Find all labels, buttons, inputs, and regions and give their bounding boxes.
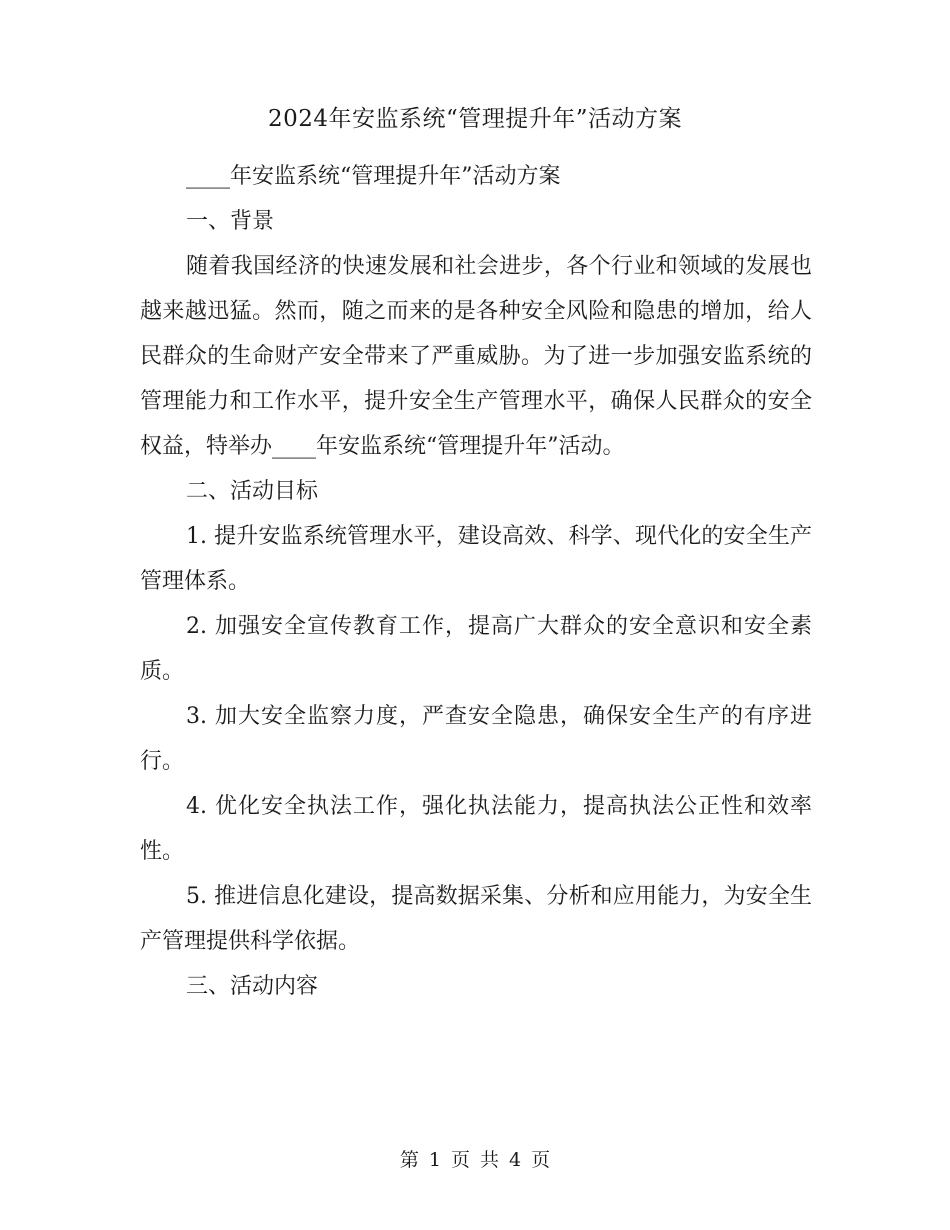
goal-item-2: 2. 加强安全宣传教育工作，提高广大群众的安全意识和安全素质。 bbox=[140, 614, 812, 684]
goal-item-5: 5. 推进信息化建设，提高数据采集、分析和应用能力，为安全生产管理提供科学依据。 bbox=[140, 884, 812, 954]
section-heading-background: 一、背景 bbox=[186, 209, 275, 234]
section-heading-content: 三、活动内容 bbox=[186, 974, 319, 999]
document-body bbox=[140, 154, 812, 1009]
document-title: 2024年安监系统“管理提升年”活动方案 bbox=[267, 106, 683, 132]
goal-item-1: 1. 提升安监系统管理水平，建设高效、科学、现代化的安全生产管理体系。 bbox=[140, 524, 812, 594]
section-heading-goals: 二、活动目标 bbox=[186, 479, 319, 504]
subtitle-line: ____年安监系统“管理提升年”活动方案 bbox=[186, 164, 561, 189]
page-footer: 第 1 页 共 4 页 bbox=[399, 1149, 551, 1171]
paragraph-background: 随着我国经济的快速发展和社会进步，各个行业和领域的发展也越来越迅猛。然而，随之而来的是各种安全风险和隐患的增加，给人民群众的生命财产安全带来了严重威胁。为了进一步加强安监系统的管理能力和工作水平，提升安全生产管理水平，确保人民群众的安全权益，特举办____年安监系统“管理提升年”活动。 bbox=[140, 254, 812, 459]
goal-item-3: 3. 加大安全监察力度，严查安全隐患，确保安全生产的有序进行。 bbox=[140, 704, 812, 774]
goal-item-4: 4. 优化安全执法工作，强化执法能力，提高执法公正性和效率性。 bbox=[140, 794, 812, 864]
